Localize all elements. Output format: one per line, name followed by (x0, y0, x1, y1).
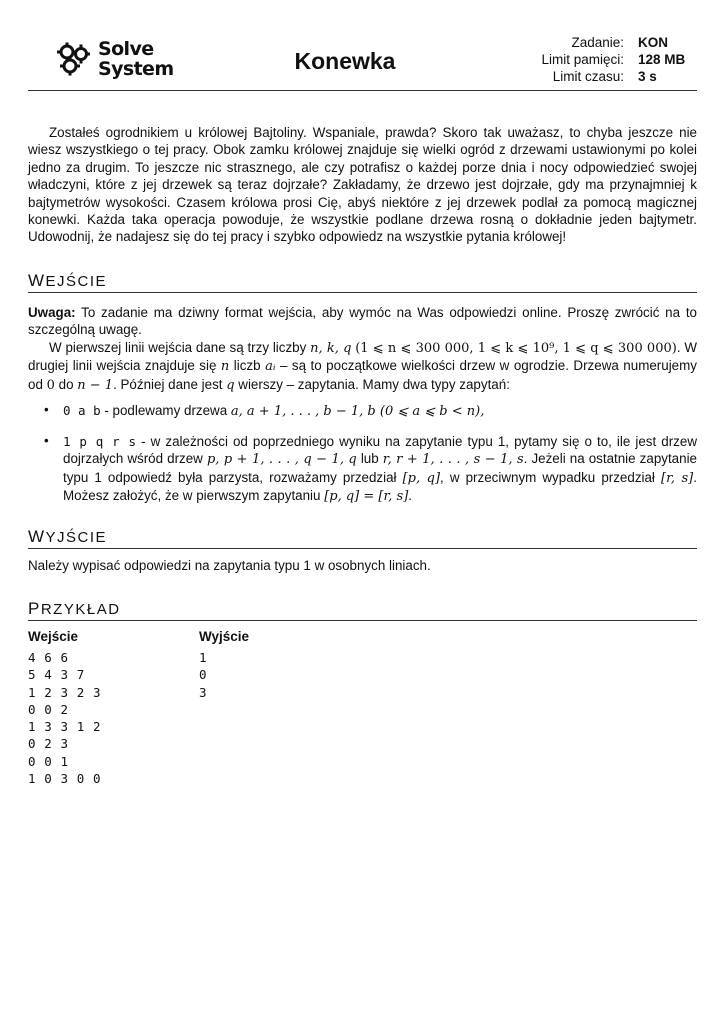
math-constraints: (1 ⩽ n ⩽ 300 000, 1 ⩽ k ⩽ 10⁹, 1 ⩽ q ⩽ 300 000) (355, 341, 677, 356)
section-heading-input (28, 271, 697, 293)
note-label: Uwaga: (28, 305, 76, 320)
meta-value-task: KON (638, 35, 668, 50)
text: W pierwszej linii wejścia dane są trzy liczby (49, 340, 311, 355)
section-example-label: PRZYKŁAD (28, 599, 121, 618)
text: . W drugiej linii wejścia znajduje się (28, 340, 697, 374)
section-output-label: WYJŚCIE (28, 527, 108, 546)
text: . Jeżeli na ostatnie zapytanie typu 1 odpowiedź była parzysta, rozważamy przedział (63, 451, 697, 485)
math-interval-pq: [p, q] (402, 470, 441, 486)
meta-label-time: Limit czasu: (552, 69, 624, 84)
text: . (408, 488, 413, 504)
meta-label-task: Zadanie: (571, 35, 624, 50)
query-type-1 (63, 433, 697, 506)
note-text: To zadanie ma dziwny format wejścia, aby wymóc na Was odpowiedzi online. Proszę zwrócić na to szczególną uwagę. (28, 305, 697, 338)
text: wierszy – zapytania. Mamy dwa typy zapytań: (234, 376, 510, 392)
math-n: n (220, 359, 230, 375)
gears-icon (56, 42, 92, 76)
meta-label-memory: Limit pamięci: (541, 52, 624, 67)
example-input-line: 0 2 3 (28, 736, 69, 752)
query-type-0 (63, 402, 697, 420)
math-zero: 0 (46, 377, 55, 393)
example-input-line: 5 4 3 7 (28, 667, 85, 683)
input-description (28, 339, 697, 394)
example-output-line: 0 (199, 667, 208, 683)
math-q: q (226, 377, 235, 393)
example-input-line: 1 3 3 1 2 (28, 719, 102, 735)
math-pq: p, p + 1, . . . , q − 1, q (206, 452, 357, 468)
math-ai: aᵢ (265, 359, 276, 375)
math-rs: r, r + 1, . . . , s − 1, s (382, 452, 524, 468)
math-n-minus-1: n − 1 (77, 377, 114, 393)
code-query-0: 0 a b (63, 403, 101, 418)
text: lub (356, 451, 383, 467)
section-heading-example (28, 599, 697, 621)
meta-value-time: 3 s (638, 69, 657, 84)
header-divider (28, 90, 697, 91)
bullet-icon: • (44, 433, 49, 448)
example-input-line: 1 0 3 0 0 (28, 771, 102, 787)
example-input-header: Wejście (28, 629, 79, 644)
example-input-line: 4 6 6 (28, 650, 69, 665)
solve-system-logo (56, 38, 174, 84)
math-range: a, a + 1, . . . , b − 1, b (0 ⩽ a ⩽ b < n), (230, 404, 485, 419)
math-vars: n, k, q (310, 341, 352, 356)
example-input-line: 0 0 2 (28, 701, 69, 717)
text: – są to początkowe wielkości drzew w ogrodzie. Drzewa numerujemy od (28, 358, 697, 392)
text: . Możesz założyć, że w pierwszym zapytaniu (63, 469, 697, 504)
example-input (28, 649, 101, 787)
task-title: Konewka (294, 48, 396, 74)
text: . Później dane jest (113, 376, 227, 392)
text: liczb (229, 358, 266, 374)
text: - w zależności od poprzedniego wyniku na zapytanie typu 1, pytamy się o to, ile jest drzew dojrzałych wśród drzew (63, 434, 697, 467)
logo-text-line1: Solve (98, 38, 154, 60)
math-interval-rs: [r, s] (661, 470, 694, 486)
example-output-line: 3 (199, 684, 208, 700)
text: do (54, 376, 78, 392)
logo-text-line2: System (98, 58, 174, 80)
text: - podlewamy drzewa (100, 403, 231, 418)
code-query-1: 1 p q r s (63, 434, 137, 449)
section-heading-output (28, 527, 697, 549)
example-input-line: 0 0 1 (28, 753, 69, 769)
text: , w przeciwnym wypadku przedział (440, 469, 661, 485)
example-output-line: 1 (199, 650, 208, 665)
intro-paragraph: Zostałeś ogrodnikiem u królowej Bajtoliny. Wspaniale, prawda? Skoro tak uważasz, to chyba jeszcze nie wiesz wszystkiego o tej pracy. Obok zamku królowej znajduje się wielki ogród z drzewami ustawionymi po kolei jedno za drugim. To jeszcze nic strasznego, ale czy potrafisz o każdej porze dnia i nocy odpowiedzieć swojej władczyni, które z jej drzewek są teraz dojrzałe? Zakładamy, że drzewo jest dojrzałe, gdy ma przynajmniej k bajtymetrów wysokości. Czasem królowa prosi Cię, abyś niektóre z jej drzewek podlał za pomocą magicznej konewki. Każda taka operacja powoduje, że wszystkie podlane drzewa rosną o dokładnie jeden bajtymetr. Udowodnij, że nadajesz się do tej pracy i szybko odpowiedz na wszystkie pytania królowej! (28, 125, 697, 245)
bullet-icon: • (44, 402, 49, 417)
meta-value-memory: 128 MB (638, 52, 686, 67)
input-note (28, 304, 697, 339)
output-description: Należy wypisać odpowiedzi na zapytania typu 1 w osobnych liniach. (28, 558, 431, 573)
section-input-label: WEJŚCIE (28, 271, 108, 290)
example-input-line: 1 2 3 2 3 (28, 684, 102, 700)
example-output (199, 649, 207, 701)
example-output-header: Wyjście (199, 629, 250, 644)
math-equal: [p, q] = [r, s] (324, 489, 409, 505)
